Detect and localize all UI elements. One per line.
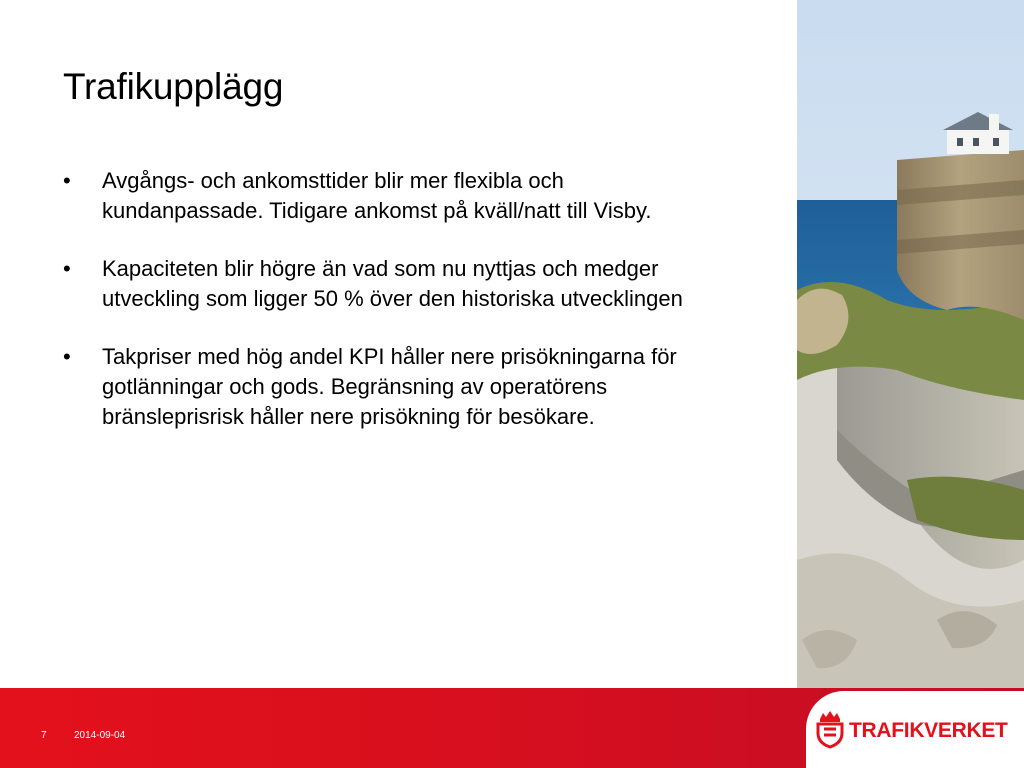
bullet-text: Kapaciteten blir högre än vad som nu nyttjas och medger utveckling som ligger 50 % över den historiska utvecklingen [102, 256, 683, 311]
coastal-cliff-lighthouse-image [797, 0, 1024, 688]
bullet-item [63, 254, 683, 314]
bullet-marker: • [63, 256, 71, 281]
trafikverket-logo [806, 691, 1024, 768]
bullet-item [63, 166, 683, 226]
bullet-item [63, 342, 683, 432]
coastal-cliff-photo [797, 0, 1024, 688]
bullet-list [63, 166, 683, 460]
logo-text: TRAFIKVERKET [849, 719, 1008, 742]
slide-date: 2014-09-04 [74, 730, 126, 741]
page-number: 7 [41, 730, 47, 741]
footer-bar [0, 688, 1024, 768]
bullet-marker: • [63, 344, 71, 369]
bullet-marker: • [63, 168, 71, 193]
bullet-text: Takpriser med hög andel KPI håller nere prisökningarna för gotlänningar och gods. Begränsning av operatörens bränsleprisrisk håller nere prisökning för besökare. [102, 344, 677, 429]
crown-emblem-icon [814, 709, 846, 749]
bullet-text: Avgångs- och ankomsttider blir mer flexibla och kundanpassade. Tidigare ankomst på kväll/natt till Visby. [102, 168, 652, 223]
slide-title: Trafikupplägg [63, 66, 284, 107]
